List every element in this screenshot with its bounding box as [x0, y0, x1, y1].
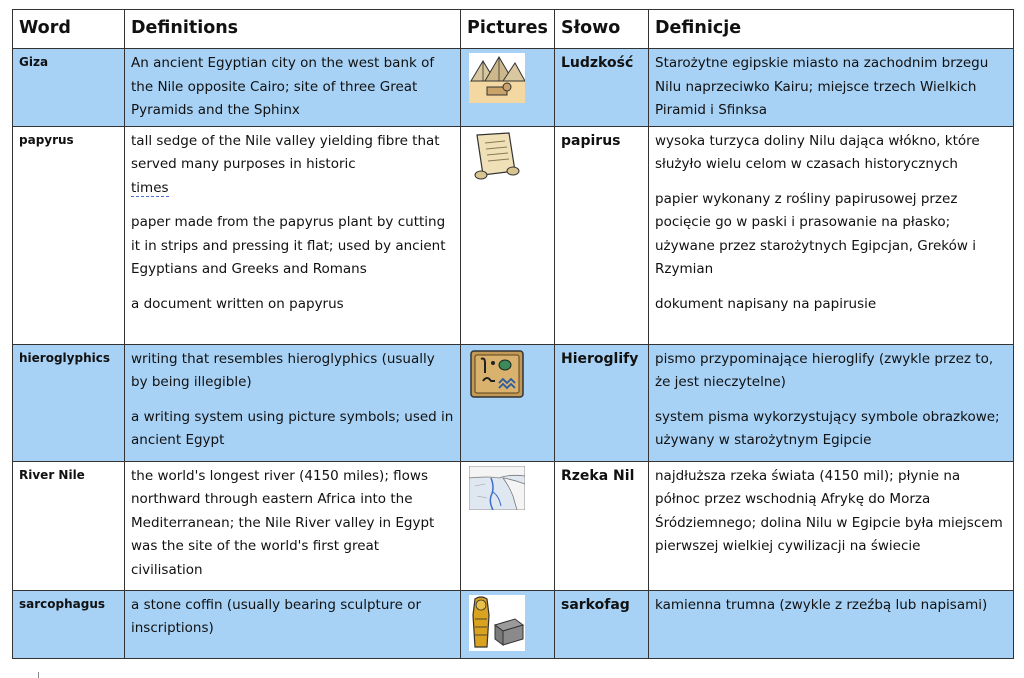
- definicje-cell: [649, 461, 1014, 590]
- slowo-cell: Rzeka Nil: [555, 461, 649, 590]
- picture-cell: [461, 49, 555, 127]
- picture-cell: [461, 590, 555, 658]
- picture-cell: [461, 126, 555, 344]
- picture-cell: [461, 344, 555, 461]
- slowo-cell: papirus: [555, 126, 649, 344]
- definicje-cell: [649, 49, 1014, 127]
- hieroglyph-tablet-icon: [469, 349, 525, 399]
- definition-text: writing that resembles hieroglyphics (usually by being illegible): [131, 350, 435, 390]
- definitions-cell: [125, 49, 461, 127]
- word-cell: sarcophagus: [13, 590, 125, 658]
- definitions-cell: [125, 344, 461, 461]
- header-definitions: Definitions: [125, 10, 461, 49]
- table-row: [13, 590, 1014, 658]
- definition-text: An ancient Egyptian city on the west bank of the Nile opposite Cairo; site of three Great Pyramids and the Sphinx: [131, 55, 435, 118]
- header-word: Word: [13, 10, 125, 49]
- slowo-cell: Hieroglify: [555, 344, 649, 461]
- definicja-text: kamienna trumna (zwykle z rzeźbą lub napisami): [655, 596, 988, 613]
- table-row: [13, 344, 1014, 461]
- definicja-text: najdłuższa rzeka świata (4150 mil); płynie na północ przez wschodnią Afrykę do Morza Śródziemnego; dolina Nilu w Egipcie była miejscem pierwszej wielkiej cywilizacji na świecie: [655, 467, 1003, 554]
- definicja-text: system pisma wykorzystujący symbole obrazkowe; używany w starożytnym Egipcie: [655, 408, 1000, 448]
- definicje-cell: [649, 344, 1014, 461]
- word-cell: River Nile: [13, 461, 125, 590]
- definicje-cell: [649, 590, 1014, 658]
- slowo-cell: sarkofag: [555, 590, 649, 658]
- definition-text: a writing system using picture symbols; used in ancient Egypt: [131, 408, 454, 448]
- table-row: [13, 461, 1014, 590]
- word-cell: Giza: [13, 49, 125, 127]
- header-pictures: Pictures: [461, 10, 555, 49]
- definicja-text: dokument napisany na papirusie: [655, 295, 877, 312]
- definition-text: tall sedge of the Nile valley yielding fibre that served many purposes in historic times: [131, 132, 440, 196]
- scroll-icon: [469, 131, 525, 181]
- definicje-cell: [649, 126, 1014, 344]
- definicja-text: wysoka turzyca doliny Nilu dająca włókno, które służyło wielu celom w czasach historycznych: [655, 132, 980, 172]
- definitions-cell: [125, 126, 461, 344]
- sarcophagus-icon: [469, 595, 525, 651]
- header-slowo: Słowo: [555, 10, 649, 49]
- definition-text: a stone coffin (usually bearing sculpture or inscriptions): [131, 596, 422, 636]
- definition-text: a document written on papyrus: [131, 295, 344, 312]
- table-row: [13, 126, 1014, 344]
- definitions-cell: [125, 590, 461, 658]
- nile-map-icon: [469, 466, 525, 510]
- definition-text: the world's longest river (4150 miles); flows northward through eastern Africa into the Mediterranean; the Nile River valley in Egypt was the site of the world's first great civilisation: [131, 467, 435, 578]
- definicja-text: pismo przypominające hieroglify (zwykle przez to, że jest nieczytelne): [655, 350, 994, 390]
- definition-text-underlined: times: [131, 179, 169, 196]
- table-row: [13, 49, 1014, 127]
- header-definicje: Definicje: [649, 10, 1014, 49]
- vocabulary-table: [12, 9, 1014, 659]
- definicja-text: papier wykonany z rośliny papirusowej przez pocięcie go w paski i prasowanie na płasko; używane przez starożytnych Egipcjan, Greków i Rzymian: [655, 190, 976, 277]
- picture-cell: [461, 461, 555, 590]
- word-cell: hieroglyphics: [13, 344, 125, 461]
- header-row: [13, 10, 1014, 49]
- pyramids-icon: [469, 53, 525, 103]
- definition-text: paper made from the papyrus plant by cutting it in strips and pressing it flat; used by ancient Egyptians and Greeks and Romans: [131, 214, 446, 277]
- definitions-cell: [125, 461, 461, 590]
- page-edge-mark: [38, 672, 39, 678]
- slowo-cell: Ludzkość: [555, 49, 649, 127]
- definicja-text: Starożytne egipskie miasto na zachodnim brzegu Nilu naprzeciwko Kairu; miejsce trzech Wielkich Piramid i Sfinksa: [655, 55, 989, 118]
- word-cell: papyrus: [13, 126, 125, 344]
